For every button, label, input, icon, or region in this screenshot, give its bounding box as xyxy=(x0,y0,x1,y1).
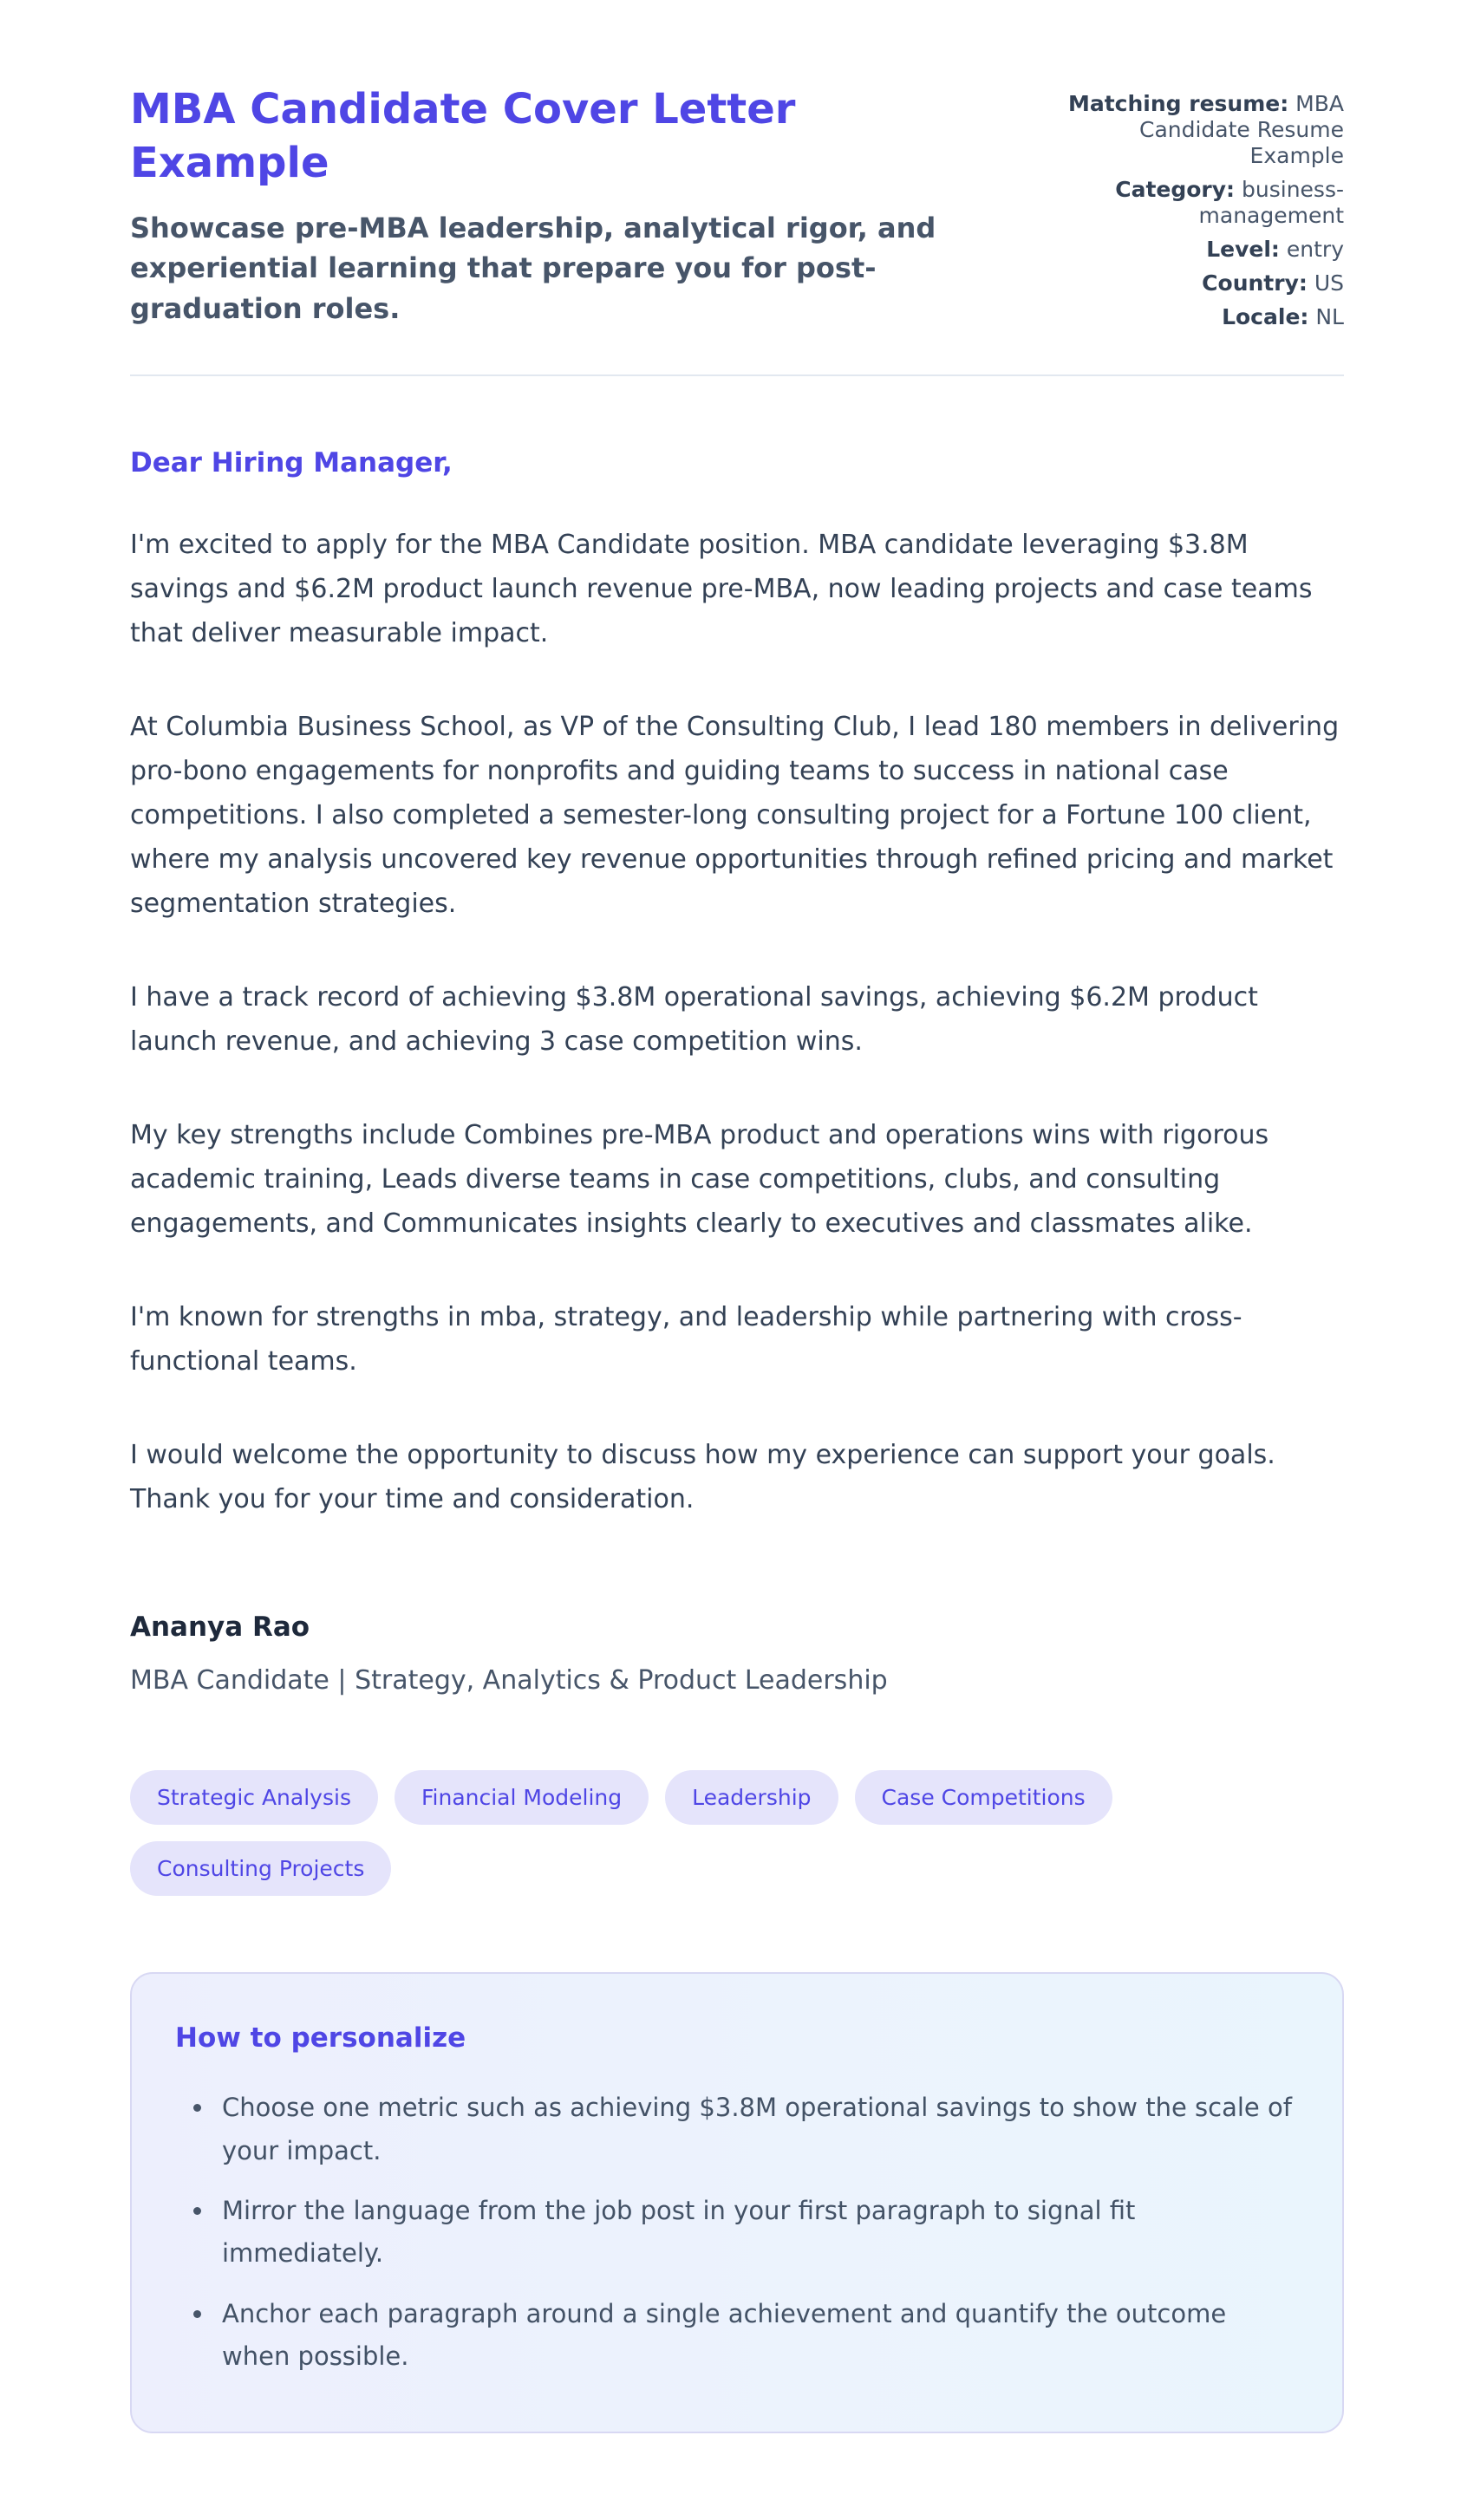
callout-title: How to personalize xyxy=(175,2022,466,2054)
meta-matching-resume-label: Matching resume: xyxy=(1067,91,1289,116)
letter-greeting: Dear Hiring Manager, xyxy=(130,447,453,479)
letter-paragraph: At Columbia Business School, as VP of the Consulting Club, I lead 180 members in delivering pro-bono engagements for nonprofits and guiding teams to success in national case competitions. I also completed a semester-long consulting project for a Fortune 100 client, where my analysis uncovered key revenue opportunities through refined pricing and market segmentation strategies. xyxy=(130,711,1340,919)
signature-name: Ananya Rao xyxy=(130,1611,310,1643)
meta-level xyxy=(1056,237,1344,263)
page-title: MBA Candidate Cover Letter Example xyxy=(130,85,796,188)
meta-category-label: Category: xyxy=(1115,177,1236,202)
letter-paragraph: I would welcome the opportunity to discuss how my experience can support your goals. Thank you for your time and consideration. xyxy=(130,1439,1275,1514)
content-container xyxy=(130,0,1344,2433)
meta-locale xyxy=(1056,304,1344,330)
resume-meta-panel xyxy=(1056,82,1344,338)
signature-role: MBA Candidate | Strategy, Analytics & Product Leadership xyxy=(130,1665,888,1696)
skill-tag-consulting-projects[interactable]: Consulting Projects xyxy=(130,1841,391,1896)
meta-country-label: Country: xyxy=(1202,270,1308,296)
meta-locale-label: Locale: xyxy=(1222,304,1309,329)
meta-level-label: Level: xyxy=(1206,237,1280,262)
callout-tip-item: • Choose one metric such as achieving $3.8M operational savings to show the scale of your impact. xyxy=(215,2087,1299,2172)
how-to-personalize-callout xyxy=(130,1972,1344,2433)
meta-category-value: business-management xyxy=(1198,177,1344,228)
letter-paragraph: I have a track record of achieving $3.8M operational savings, achieving $6.2M product launch revenue, and achieving 3 case competition wins. xyxy=(130,981,1258,1057)
cover-letter-body xyxy=(130,376,1344,1703)
letter-paragraph: I'm known for strengths in mba, strategy, and leadership while partnering with cross-functional teams. xyxy=(130,1301,1242,1377)
meta-matching-resume-value: MBA Candidate Resume Example xyxy=(1139,91,1344,168)
skill-tags-row xyxy=(130,1770,1344,1896)
page-subtitle: Showcase pre-MBA leadership, analytical rigor, and experiential learning that prepare you for post-graduation roles. xyxy=(130,211,936,325)
meta-category xyxy=(1056,177,1344,229)
skill-tag-financial-modeling[interactable]: Financial Modeling xyxy=(395,1770,649,1825)
meta-level-value: entry xyxy=(1286,237,1344,262)
meta-matching-resume xyxy=(1056,91,1344,169)
letter-paragraph: I'm excited to apply for the MBA Candidate position. MBA candidate leveraging $3.8M savings and $6.2M product launch revenue pre-MBA, now leading projects and case teams that deliver measurable impact. xyxy=(130,529,1313,648)
callout-tip-item: • Mirror the language from the job post in your first paragraph to signal fit immediately. xyxy=(215,2190,1299,2276)
header-title-block xyxy=(130,82,1021,329)
skill-tag-strategic-analysis[interactable]: Strategic Analysis xyxy=(130,1770,378,1825)
callout-tip-list xyxy=(175,2087,1299,2378)
meta-country-value: US xyxy=(1314,270,1344,296)
signature-block xyxy=(130,1605,1344,1703)
meta-locale-value: NL xyxy=(1315,304,1344,329)
callout-tip-item: • Anchor each paragraph around a single achievement and quantify the outcome when possible. xyxy=(215,2293,1299,2379)
skill-tag-leadership[interactable]: Leadership xyxy=(665,1770,838,1825)
skill-tag-case-competitions[interactable]: Case Competitions xyxy=(855,1770,1112,1825)
meta-country xyxy=(1056,270,1344,296)
page-header xyxy=(130,0,1344,376)
letter-paragraph: My key strengths include Combines pre-MBA product and operations wins with rigorous academic training, Leads diverse teams in case competitions, clubs, and consulting engagements, and Communicates insights clearly to executives and classmates alike. xyxy=(130,1119,1269,1239)
